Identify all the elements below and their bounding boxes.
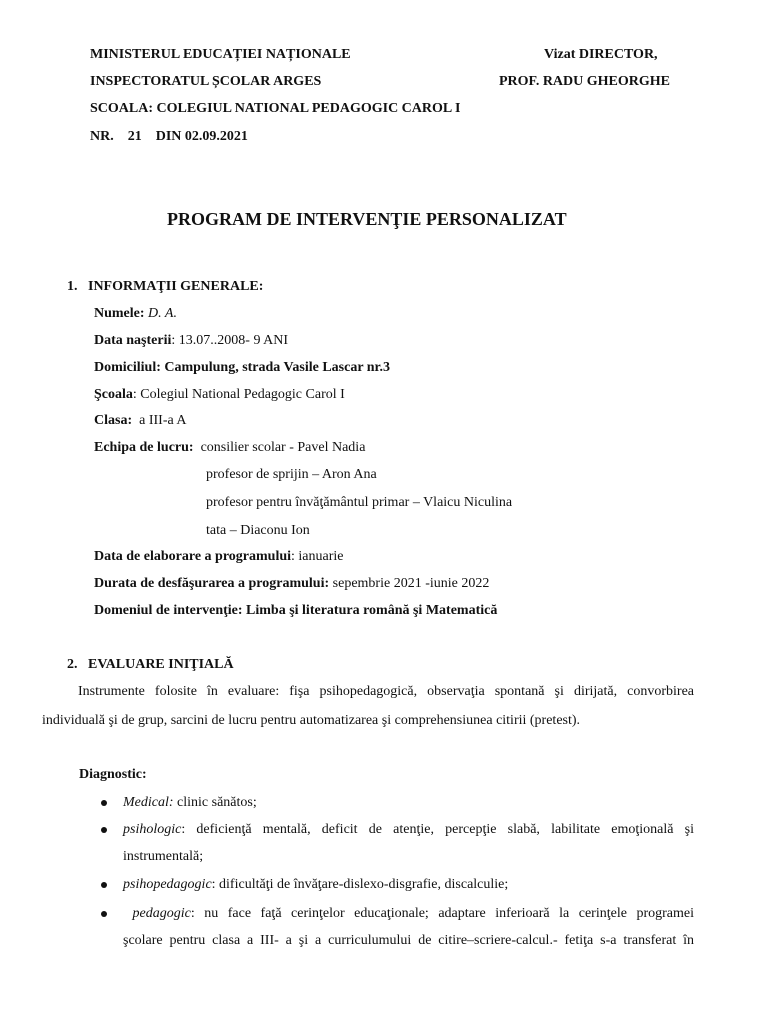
school-name: SCOALA: COLEGIUL NATIONAL PEDAGOGIC CAROL I (90, 101, 461, 116)
name-label: Numele: (94, 306, 145, 321)
duration-row (94, 575, 489, 593)
director-name: PROF. RADU GHEORGHE (499, 74, 670, 89)
team-member: profesor pentru învăţământul primar – Vlaicu Niculina (206, 495, 513, 510)
section1-heading: 1. INFORMAŢII GENERALE: (67, 279, 264, 294)
diagnostic-term: Medical: (123, 795, 174, 810)
diagnostic-label: Diagnostic: (79, 767, 147, 782)
duration-value: sepembrie 2021 -iunie 2022 (329, 576, 490, 591)
diagnostic-text: clinic sănătos; (173, 795, 257, 810)
diagnostic-term: psihopedagogic (123, 877, 212, 892)
class-row (94, 412, 187, 430)
birth-label: Data naşterii (94, 333, 172, 348)
team-row (94, 439, 365, 457)
name-value: D. A. (144, 306, 177, 321)
domicile-row: Domiciliul: Campulung, strada Vasile Lascar nr.3 (94, 360, 390, 375)
document-title: PROGRAM DE INTERVENŢIE PERSONALIZAT (167, 209, 567, 229)
diagnostic-item (123, 821, 694, 839)
diagnostic-term: pedagogic (123, 906, 191, 921)
inspectorate-name: INSPECTORATUL ȘCOLAR ARGES (90, 74, 322, 89)
bullet-icon (101, 800, 107, 806)
team-member: consilier scolar - Pavel Nadia (193, 440, 366, 455)
ministry-name: MINISTERUL EDUCAȚIEI NAȚIONALE (90, 47, 351, 62)
intervention-domain: Domeniul de intervenţie: Limba şi literatura română şi Matematică (94, 603, 498, 618)
team-member: tata – Diaconu Ion (206, 523, 310, 538)
bullet-icon (101, 882, 107, 888)
birth-row (94, 332, 288, 350)
diagnostic-text: : deficienţă mentală, deficit de atenţie, percepţie slabă, labilitate emoţională şi (181, 822, 694, 837)
bullet-icon (101, 827, 107, 833)
class-label: Clasa: (94, 413, 133, 428)
diagnostic-text: şcolare pentru clasa a III- a şi a curriculumului de citire–scriere-calcul.- fetiţa s-a transferat în (123, 933, 694, 948)
team-label: Echipa de lucru: (94, 440, 194, 455)
class-value: a III-a A (132, 413, 187, 428)
elaboration-row (94, 548, 344, 566)
school-value: : Colegiul National Pedagogic Carol I (132, 387, 345, 402)
school-label: Şcoala (94, 387, 133, 402)
team-member: profesor de sprijin – Aron Ana (206, 467, 377, 482)
elaboration-value: : ianuarie (291, 549, 344, 564)
diagnostic-term: psihologic (123, 822, 182, 837)
registration-number: NR. 21 DIN 02.09.2021 (90, 129, 248, 144)
diagnostic-text: : nu face faţă cerinţelor educaţionale; adaptare inferioară la cerinţele programei (190, 906, 694, 921)
school-row (94, 386, 345, 404)
diagnostic-text: instrumentală; (123, 849, 204, 864)
birth-value: : 13.07..2008- 9 ANI (171, 333, 289, 348)
diagnostic-text: : dificultăţi de învăţare-dislexo-disgrafie, discalculie; (211, 877, 509, 892)
diagnostic-item (123, 876, 508, 894)
section2-heading: 2. EVALUARE INIŢIALĂ (67, 657, 234, 672)
duration-label: Durata de desfăşurarea a programului: (94, 576, 330, 591)
instruments-line: Instrumente folosite în evaluare: fişa psihopedagogică, observaţia spontană şi dirijată, convorbirea (78, 684, 694, 699)
elaboration-label: Data de elaborare a programului (94, 549, 292, 564)
bullet-icon (101, 911, 107, 917)
instruments-line: individuală şi de grup, sarcini de lucru pentru automatizarea şi comprehensiunea citirii (pretest). (42, 713, 581, 728)
diagnostic-item (123, 905, 694, 923)
approval-label: Vizat DIRECTOR, (544, 47, 658, 62)
diagnostic-item (123, 794, 257, 812)
name-row (94, 305, 177, 323)
